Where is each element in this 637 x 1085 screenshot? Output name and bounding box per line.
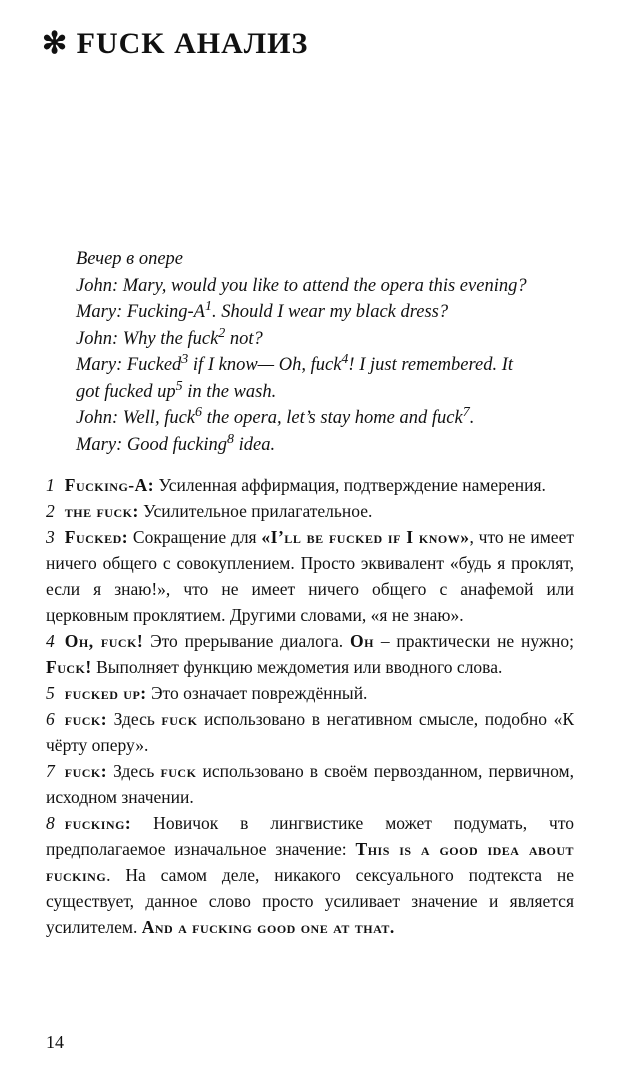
dialogue-line: Mary: Fucked$^3$ if I know— Oh, fuck$^4$! I just remembered. It (76, 352, 513, 375)
dialogue-line: Mary: Good fucking$^8$ idea. (76, 431, 276, 455)
footnote-1: 1 Fucking-A: Усиленная аффирмация, подтверждение намерения. (46, 475, 546, 495)
footnote-4: 4 Oh, fuck! Это прерывание диалога. Oh – практически не нужно; Fuck! Выполняет функцию междометия или вводного слова. (46, 631, 574, 677)
dialogue-line: got fucked $up^5$ in the wash. (76, 378, 277, 402)
footnote-7: 7 fuck: Здесь fuck использовано в своём первозданном, первичном, исходном значении. (46, 761, 575, 807)
dialogue-line: John: Well, fuck$^6$ the opera, let’s stay home and fuck$^7$. (76, 405, 475, 428)
page-heading: ✻ FUCK АНАЛИЗ (42, 27, 309, 60)
footnotes (46, 472, 574, 940)
footnote-ref: 5 (175, 378, 183, 394)
page-number: 14 (46, 1032, 64, 1052)
footnote-6: 6 fuck: Здесь fuck использовано в негативном смысле, подобно «К чёрту оперу». (46, 709, 574, 755)
footnote-ref: 4 (341, 352, 349, 367)
dialogue-title: Вечер в опере (76, 249, 184, 269)
dialogue-line: Mary: Fucking-$A^1$. Should I wear my black dress? (76, 299, 449, 322)
footnote-5: 5 fucked up: Это означает повреждённый. (46, 683, 368, 703)
footnote-ref: 2 (218, 325, 226, 341)
footnote-ref: 8 (227, 431, 235, 447)
dialogue-line: John: Why the fuck$^2$ not? (76, 325, 263, 349)
footnote-ref: 7 (462, 405, 470, 420)
footnote-ref: 1 (204, 299, 212, 314)
footnote-ref: 3 (181, 352, 189, 367)
footnote-8: 8 fucking: Новичок в лингвистике может подумать, что предполагаемое изначальное значение: This is a good idea about fucking. На самом деле, никакого сексуального подтекста не существует, данное слово просто усиливает значение и является усилителем. And a fucking good one at that. (46, 813, 574, 937)
footnote-3: 3 Fucked: Сокращение для «I’ll be fucked if I know», что не имеет ничего общего с совокуплением. Просто эквивалент «будь я проклят, если я знаю!», что не имеет ничего общего с анафемой или церковным проклятием. Другими словами, «я не знаю». (46, 527, 574, 625)
footnote-ref: 6 (195, 405, 203, 420)
dialogue-block (76, 246, 576, 458)
dialogue-line: John: Mary, would you like to attend the opera this evening? (76, 275, 527, 296)
footnote-2: 2 the fuck: Усилительное прилагательное. (46, 501, 373, 521)
